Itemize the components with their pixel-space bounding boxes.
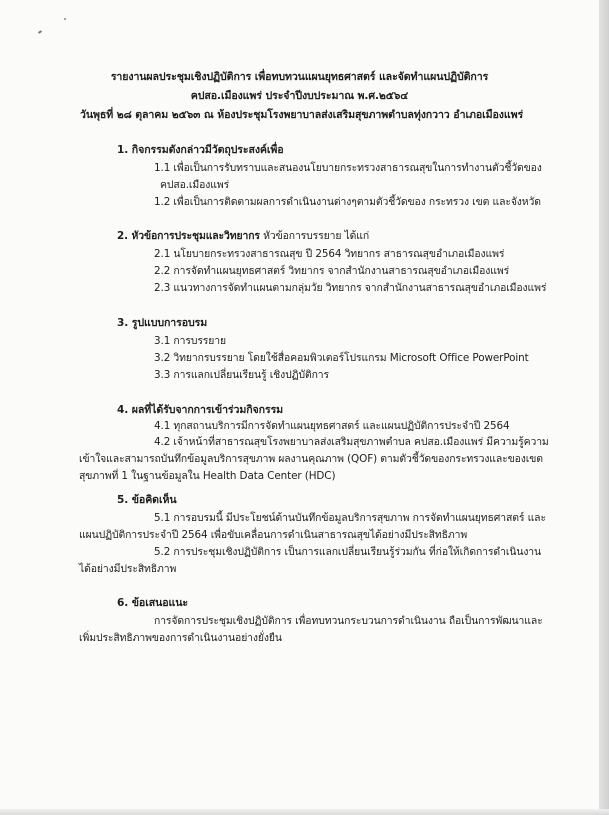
section-3-heading: 3. รูปแบบการอบรม (117, 317, 208, 329)
section-4-item-2: 4.2 เจ้าหน้าที่สาธารณสุขโรงพยาบาลส่งเสริมสุขภาพตำบล คปสอ.เมืองแพร่ มีความรู้ความ (154, 436, 549, 448)
section-2-item-1: 2.1 นโยบายกระทรวงสาธารณสุข ปี 2564 วิทยากร สาธารณสุขอำเภอเมืองแพร่ (154, 248, 505, 260)
section-6-text: การจัดการประชุมเชิงปฏิบัติการ เพื่อทบทวนกระบวนการดำเนินงาน ถือเป็นการพัฒนาและ (154, 615, 543, 627)
section-1-item-2: 1.2 เพื่อเป็นการติดตามผลการดำเนินงานต่างๆตามตัวชี้วัดของ กระทรวง เขต และจังหวัด (154, 196, 541, 208)
section-4-item-2-cont-1: เข้าใจและสามารถบันทึกข้อมูลบริการสุขภาพ ผลงานคุณภาพ (QOF) ตามตัวชี้วัดของกระทรวงและของเขต (79, 453, 543, 465)
report-title-line-2: คปสอ.เมืองแพร่ ประจำปีงบประมาณ พ.ศ.๒๕๖๔ (190, 90, 409, 102)
section-2-item-2: 2.2 การจัดทำแผนยุทธศาสตร์ วิทยากร จากสำนักงานสาธารณสุขอำเภอเมืองแพร่ (154, 265, 510, 277)
section-4-heading: 4. ผลที่ได้รับจากการเข้าร่วมกิจกรรม (117, 404, 284, 416)
section-1-heading: 1. กิจกรรมดังกล่าวมีวัตถุประสงค์เพื่อ (117, 144, 284, 156)
section-4-item-2-cont-2: สุขภาพที่ 1 ในฐานข้อมูลใน Health Data Center (HDC) (79, 470, 336, 482)
section-3-item-1: 3.1 การบรรยาย (154, 335, 227, 347)
section-3-item-3: 3.3 การแลกเปลี่ยนเรียนรู้ เชิงปฏิบัติการ (154, 369, 330, 381)
section-2-heading (117, 229, 369, 243)
section-1-item-1-cont: คปสอ.เมืองแพร่ (160, 179, 230, 191)
report-title-line-1: รายงานผลประชุมเชิงปฏิบัติการ เพื่อทบทวนแผนยุทธศาสตร์ และจัดทำแผนปฏิบัติการ (110, 71, 489, 83)
section-2-heading-rest: หัวข้อการบรรยาย ได้แก่ (259, 230, 370, 242)
section-5-item-1-cont: แผนปฏิบัติการประจำปี 2564 เพื่อขับเคลื่อนการดำเนินสาธารณสุขได้อย่างมีประสิทธิภาพ (79, 529, 468, 541)
section-5-heading: 5. ข้อคิดเห็น (117, 494, 177, 506)
report-title-line-3: วันพุธที่ ๒๘ ตุลาคม ๒๕๖๓ ณ ห้องประชุมโรงพยาบาลส่งเสริมสุขภาพตำบลทุ่งกวาว อำเภอเมืองแพร่ (80, 109, 524, 121)
section-5-item-2: 5.2 การประชุมเชิงปฏิบัติการ เป็นการแลกเปลี่ยนเรียนรู้ร่วมกัน ที่ก่อให้เกิดการดำเนินงาน (154, 546, 542, 558)
scan-page-edge (0, 809, 609, 815)
section-4-item-1: 4.1 ทุกสถานบริการมีการจัดทำแผนยุทธศาสตร์ และแผนปฏิบัติการประจำปี 2564 (154, 420, 510, 432)
section-5-item-2-cont: ได้อย่างมีประสิทธิภาพ (79, 563, 177, 575)
section-5-item-1: 5.1 การอบรมนี้ มีประโยชน์ด้านบันทึกข้อมูลบริการสุขภาพ การจัดทำแผนยุทธศาสตร์ และ (154, 512, 546, 524)
section-1-item-1: 1.1 เพื่อเป็นการรับทราบและสนองนโยบายกระทรวงสาธารณสุขในการทำงานตัวชี้วัดของ (154, 162, 542, 174)
section-2-item-3: 2.3 แนวทางการจัดทำแผนตามกลุ่มวัย วิทยากร จากสำนักงานสาธารณสุขอำเภอเมืองแพร่ (154, 282, 547, 294)
scan-speck (64, 18, 66, 20)
section-6-heading: 6. ข้อเสนอแนะ (117, 597, 188, 609)
scan-speck (38, 30, 42, 34)
section-3-item-2: 3.2 วิทยากรบรรยาย โดยใช้สื่อคอมพิวเตอร์โปรแกรม Microsoft Office PowerPoint (154, 352, 529, 364)
scan-page-edge (599, 0, 609, 815)
section-6-text-cont: เพิ่มประสิทธิภาพของการดำเนินงานอย่างยั่งยืน (79, 632, 282, 644)
section-2-heading-title: 2. หัวข้อการประชุมและวิทยากร (117, 230, 260, 242)
